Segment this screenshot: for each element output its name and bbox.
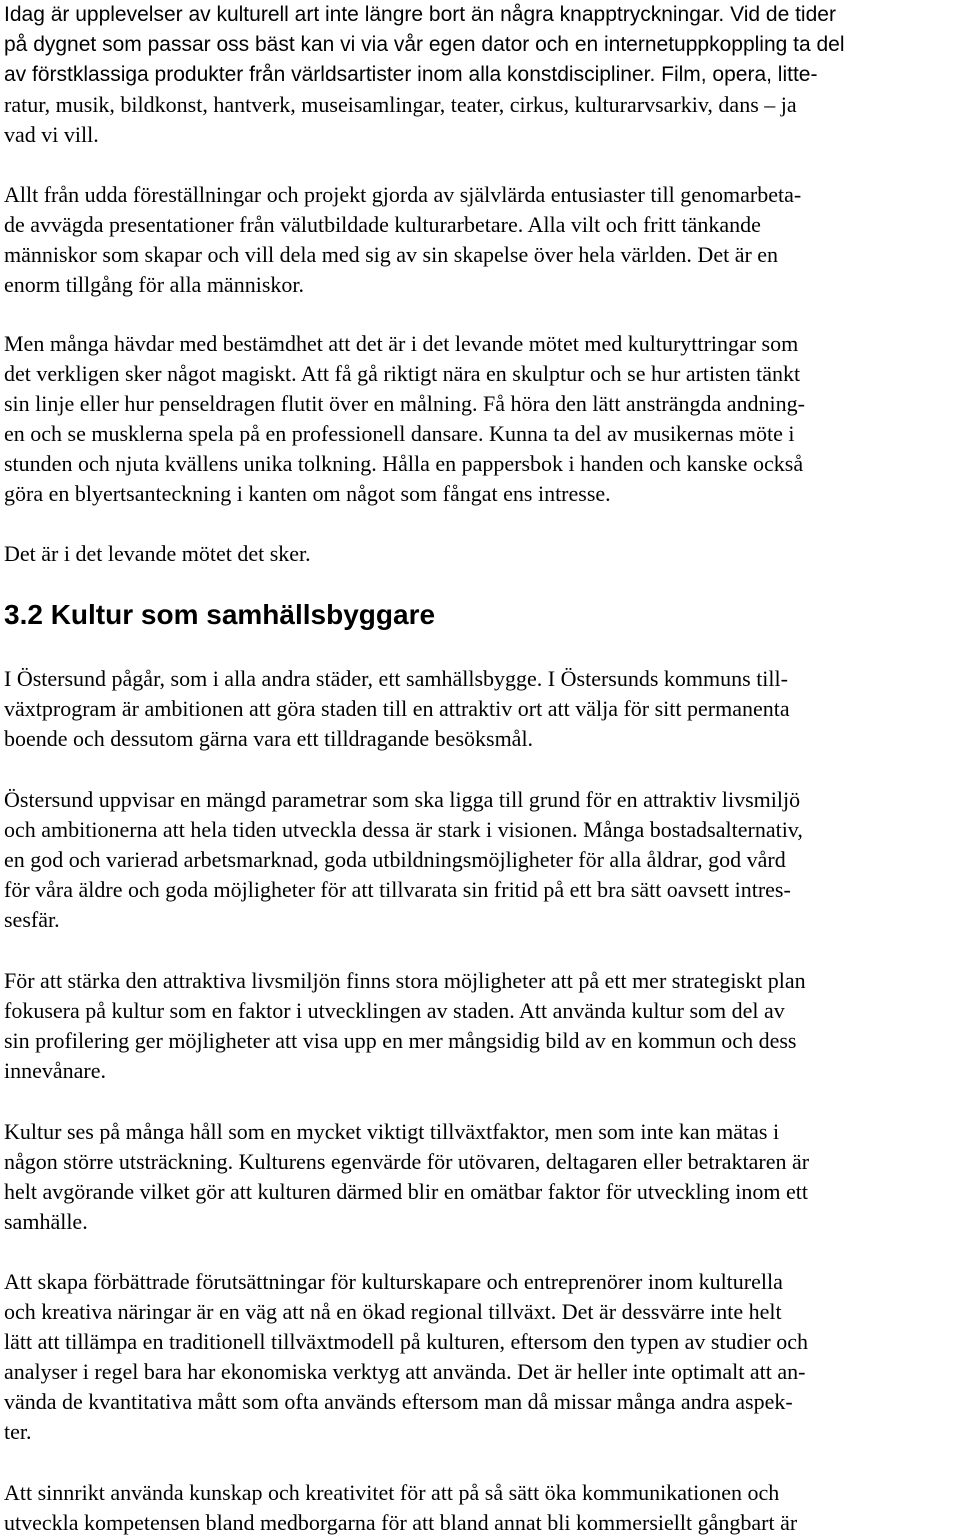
paragraph-line: det verkligen sker något magiskt. Att få gå riktigt nära en skulptur och se hur artisten tänkt xyxy=(4,361,801,386)
paragraph-line: en god och varierad arbetsmarknad, goda utbildningsmöjligheter för alla åldrar, god vård xyxy=(4,847,786,872)
paragraph-line: fokusera på kultur som en faktor i utvecklingen av staden. Att använda kultur som del av xyxy=(4,998,785,1023)
paragraph-line: en och se musklerna spela på en professionell dansare. Kunna ta del av musikernas möte i xyxy=(4,421,795,446)
paragraph-line: på dygnet som passar oss bäst kan vi via vår egen dator och en internetuppkoppling ta del xyxy=(4,33,845,56)
paragraph-line: för våra äldre och goda möjligheter för att tillvarata sin fritid på ett bra sätt oavsett intres- xyxy=(4,877,791,902)
paragraph-line: Kultur ses på många håll som en mycket viktigt tillväxtfaktor, men som inte kan mätas i xyxy=(4,1119,780,1144)
paragraph-line: de avvägda presentationer från välutbildade kulturarbetare. Alla vilt och fritt tänkande xyxy=(4,212,761,237)
paragraph-line: någon större utsträckning. Kulturens egenvärde för utövaren, deltagaren eller betraktaren är xyxy=(4,1149,810,1174)
paragraph-line: Allt från udda föreställningar och projekt gjorda av självlärda entusiaster till genomarbeta- xyxy=(4,182,802,207)
paragraph-line: vända de kvantitativa mått som ofta används eftersom man då missar många andra aspek- xyxy=(4,1389,793,1414)
paragraph-line: sin linje eller hur penseldragen flutit över en målning. Få höra den lätt ansträngda andning- xyxy=(4,391,805,416)
paragraph-line: För att stärka den attraktiva livsmiljön finns stora möjligheter att på ett mer strategiskt plan xyxy=(4,968,806,993)
paragraph-line: och ambitionerna att hela tiden utveckla dessa är stark i visionen. Många bostadsalternativ, xyxy=(4,817,803,842)
paragraph-line: utveckla kompetensen bland medborgarna för att bland annat bli kommersiellt gångbart är xyxy=(4,1510,798,1535)
paragraph-line: helt avgörande vilket gör att kulturen därmed blir en omätbar faktor för utveckling inom ett xyxy=(4,1179,808,1204)
paragraph-line: sesfär. xyxy=(4,907,60,932)
paragraph-line: Men många hävdar med bestämdhet att det är i det levande mötet med kulturyttringar som xyxy=(4,331,799,356)
paragraph-line: stunden och njuta kvällens unika tolkning. Hålla en pappersbok i handen och kanske också xyxy=(4,451,804,476)
paragraph-line: enorm tillgång för alla människor. xyxy=(4,272,304,297)
paragraph-line: och kreativa näringar är en väg att nå en ökad regional tillväxt. Det är dessvärre inte helt xyxy=(4,1299,782,1324)
paragraph-line: Idag är upplevelser av kulturell art inte längre bort än några knapptryckningar. Vid de tider xyxy=(4,3,836,26)
paragraph-line: ratur, musik, bildkonst, hantverk, museisamlingar, teater, cirkus, kulturarvsarkiv, dans – ja xyxy=(4,92,797,117)
paragraph-line: Det är i det levande mötet det sker. xyxy=(4,541,311,566)
paragraph-line: människor som skapar och vill dela med sig av sin skapelse över hela världen. Det är en xyxy=(4,242,779,267)
paragraph-line: göra en blyertsanteckning i kanten om något som fångat ens intresse. xyxy=(4,481,611,506)
paragraph-line: lätt att tillämpa en traditionell tillväxtmodell på kulturen, eftersom den typen av studier och xyxy=(4,1329,808,1354)
paragraph-line: boende och dessutom gärna vara ett tilldragande besöksmål. xyxy=(4,726,534,751)
paragraph-line: Att sinnrikt använda kunskap och kreativitet för att på så sätt öka kommunikationen och xyxy=(4,1480,780,1505)
paragraph-line: ter. xyxy=(4,1419,32,1444)
paragraph-line: Östersund uppvisar en mängd parametrar som ska ligga till grund för en attraktiv livsmiljö xyxy=(4,787,801,812)
paragraph-line: innevånare. xyxy=(4,1058,106,1083)
paragraph-line: vad vi vill. xyxy=(4,122,99,147)
section-heading: 3.2 Kultur som samhällsbyggare xyxy=(4,599,436,630)
paragraph-line: växtprogram är ambitionen att göra staden till en attraktiv ort att välja för sitt permanenta xyxy=(4,696,790,721)
paragraph-line: I Östersund pågår, som i alla andra städer, ett samhällsbygge. I Östersunds kommuns till- xyxy=(4,666,788,691)
paragraph-line: samhälle. xyxy=(4,1209,88,1234)
paragraph-line: av förstklassiga produkter från världsartister inom alla konstdiscipliner. Film, opera, litte- xyxy=(4,63,818,86)
paragraph-line: Att skapa förbättrade förutsättningar för kulturskapare och entreprenörer inom kulturella xyxy=(4,1269,783,1294)
paragraph-line: sin profilering ger möjligheter att visa upp en mer mångsidig bild av en kommun och dess xyxy=(4,1028,797,1053)
paragraph-line: analyser i regel bara har ekonomiska verktyg att använda. Det är heller inte optimalt att an- xyxy=(4,1359,806,1384)
